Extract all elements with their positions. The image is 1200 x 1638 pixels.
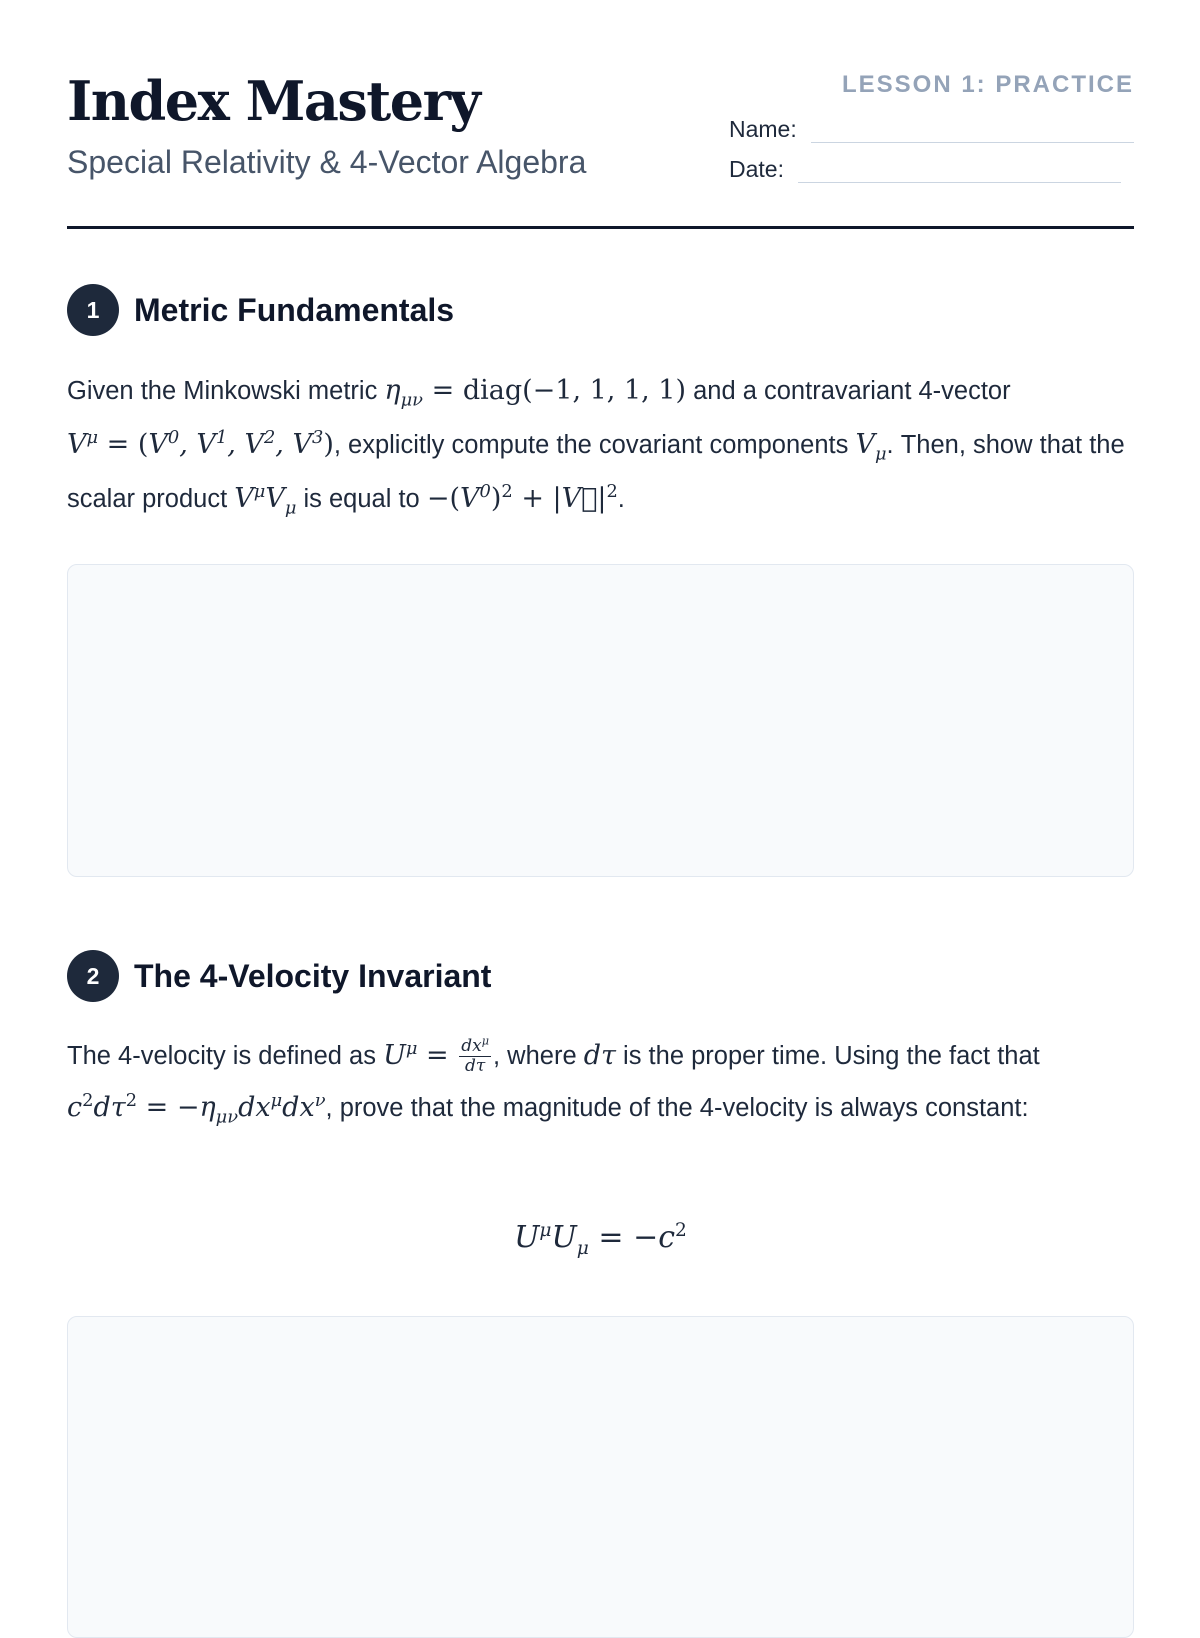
problem-text <box>67 1030 1134 1134</box>
section-number-badge: 2 <box>67 950 119 1002</box>
math-scalar-product: $V^\mu V_\mu$ <box>234 481 297 519</box>
page-subtitle: Special Relativity & 4-Vector Algebra <box>67 144 587 180</box>
section-header <box>67 284 454 336</box>
problem-text-part: Given the Minkowski metric <box>67 377 385 405</box>
header-divider <box>67 226 1134 229</box>
math-result: $-(V^0)^2$ + $|V⃗|^2$ <box>426 481 618 514</box>
page-title: Index Mastery <box>67 69 480 133</box>
problem-text-part: is the proper time. Using the fact that <box>615 1042 1040 1070</box>
problem-text-part: . Then, show that the scalar product <box>67 431 1125 513</box>
problem-text-part: . <box>617 485 625 513</box>
section-title: Metric Fundamentals <box>134 291 455 328</box>
problem-text <box>67 364 1134 526</box>
section-title: The 4-Velocity Invariant <box>134 957 492 994</box>
date-field <box>729 156 1121 183</box>
name-label: Name: <box>729 116 797 142</box>
display-equation: $U^\mu U_\mu = -c^2$ <box>514 1220 687 1259</box>
problem-text-part: , where <box>493 1042 584 1070</box>
problem-text-part: , prove that the magnitude of the 4-velocity is always constant: <box>325 1094 1029 1122</box>
math-vector: $V^\mu = (V^0$, $V^1$, $V^2$, $V^3$) <box>67 427 334 460</box>
answer-box-2[interactable] <box>67 1316 1134 1638</box>
section-header <box>67 950 491 1002</box>
problem-text-part: The 4-velocity is defined as <box>67 1042 384 1070</box>
math-proper-time: dτ <box>583 1040 616 1071</box>
problem-text-part: and a contravariant 4-vector <box>686 377 1011 405</box>
name-line[interactable] <box>811 116 1134 143</box>
fraction: $\frac{dx^\mu}{d\tau}$ <box>461 1034 490 1076</box>
math-line-element: $c^2d\tau^2 = -\eta_{\mu\nu}dx^\mu dx^\nu$ <box>67 1090 326 1128</box>
answer-box-1[interactable] <box>67 564 1134 877</box>
date-line[interactable] <box>798 156 1121 183</box>
name-field <box>729 116 1134 143</box>
math-4-velocity: $U^\mu$ = $\frac{dx^\mu}{d\tau}$ <box>383 1034 490 1076</box>
math-covariant: $V_\mu$ <box>855 429 887 465</box>
date-label: Date: <box>729 156 784 182</box>
section-number-badge: 1 <box>67 284 119 336</box>
problem-text-part: is equal to <box>296 485 427 513</box>
math-metric: $\eta_{\mu\nu}$ = diag(−1, 1, 1, 1) <box>384 375 687 411</box>
problem-text-part: , explicitly compute the covariant components <box>333 431 856 459</box>
lesson-tag: LESSON 1: PRACTICE <box>841 71 1134 98</box>
